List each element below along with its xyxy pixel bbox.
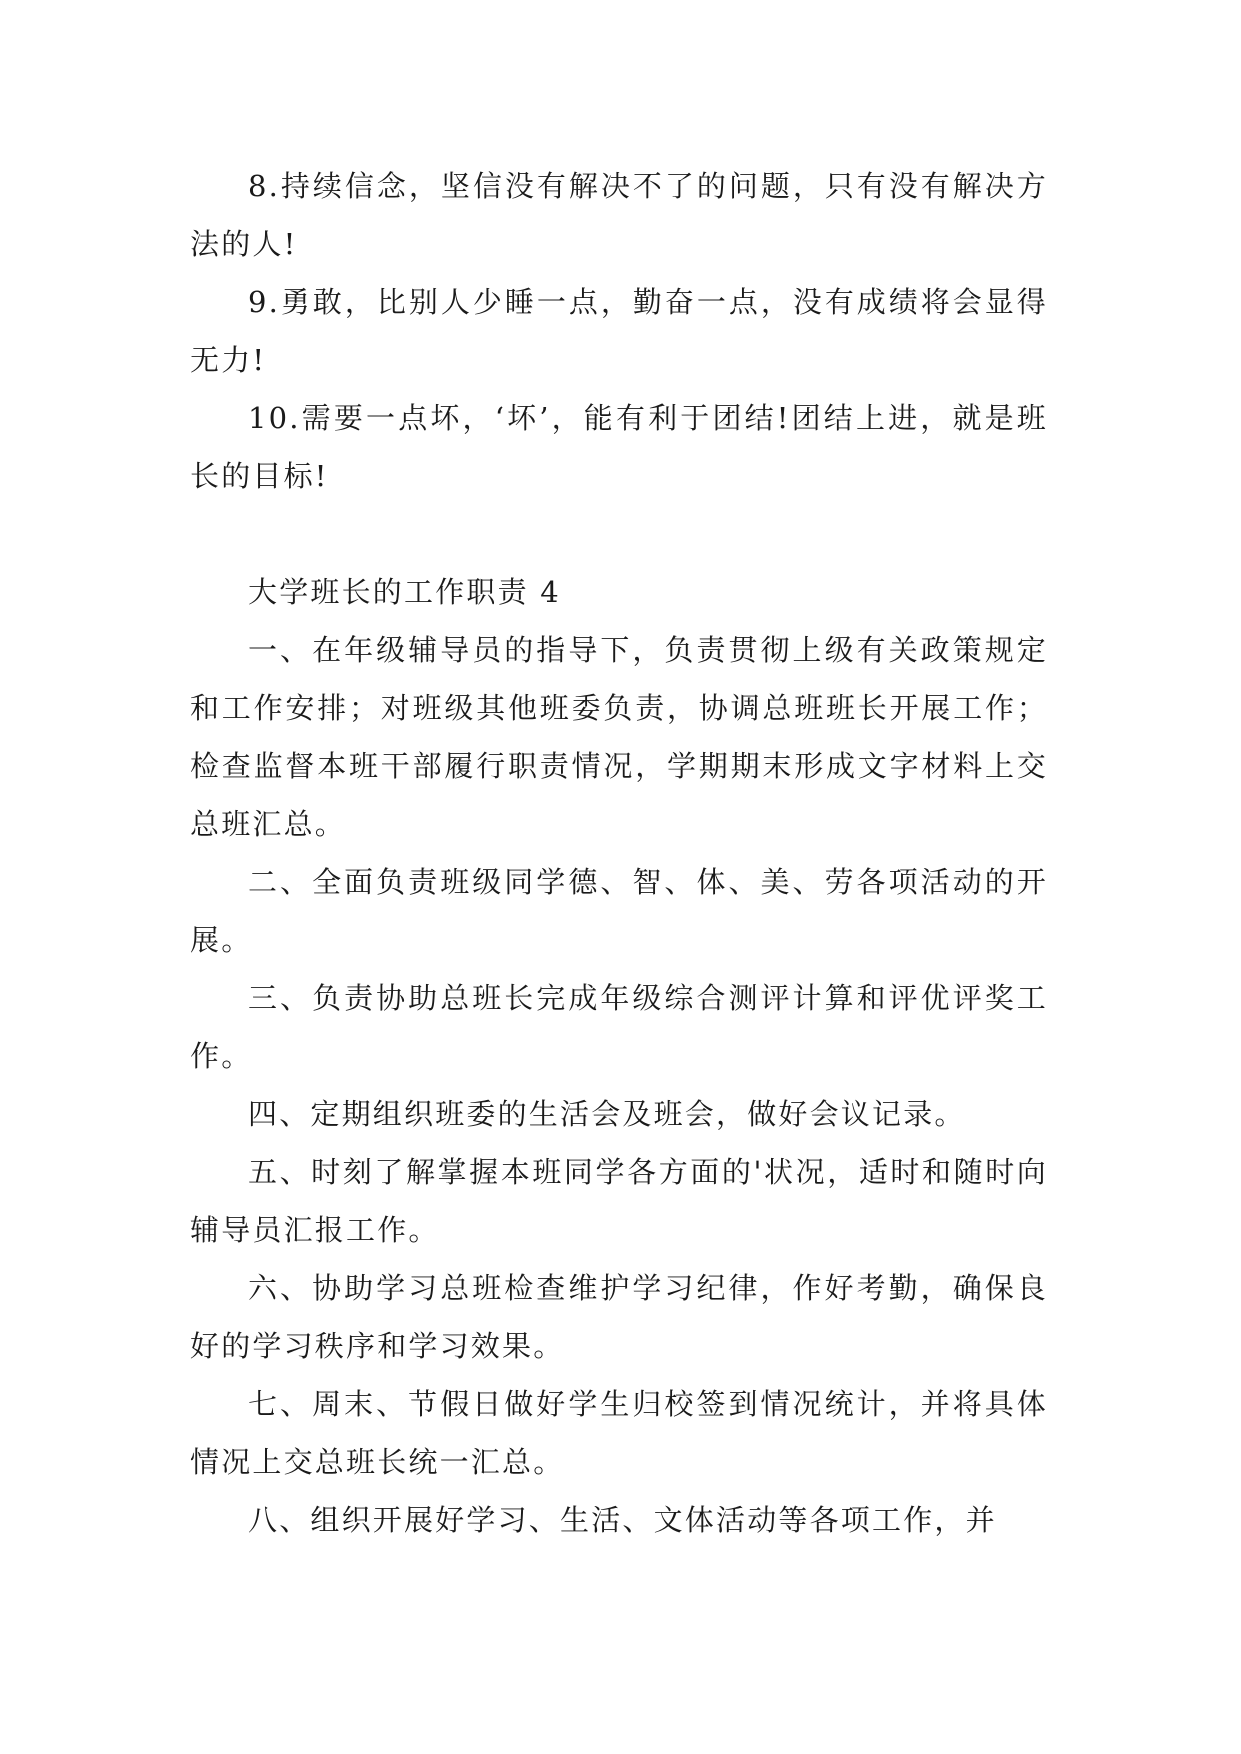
list-item: 9.勇敢，比别人少睡一点，勤奋一点，没有成绩将会显得无力! bbox=[190, 285, 1048, 377]
list-item: 四、定期组织班委的生活会及班会，做好会议记录。 bbox=[248, 1097, 966, 1131]
list-item: 三、负责协助总班长完成年级综合测评计算和评优评奖工作。 bbox=[190, 981, 1048, 1073]
list-item: 二、全面负责班级同学德、智、体、美、劳各项活动的开展。 bbox=[190, 865, 1048, 957]
list-item: 8.持续信念，坚信没有解决不了的问题，只有没有解决方法的人! bbox=[190, 169, 1048, 261]
list-item: 10.需要一点坏，‘坏’，能有利于团结!团结上进，就是班长的目标! bbox=[190, 401, 1048, 493]
list-item: 六、协助学习总班检查维护学习纪律，作好考勤，确保良好的学习秩序和学习效果。 bbox=[190, 1271, 1048, 1363]
list-item: 五、时刻了解掌握本班同学各方面的'状况，适时和随时向辅导员汇报工作。 bbox=[190, 1155, 1048, 1247]
list-item: 七、周末、节假日做好学生归校签到情况统计，并将具体情况上交总班长统一汇总。 bbox=[190, 1387, 1048, 1479]
document-body bbox=[190, 157, 1048, 1549]
list-item: 一、在年级辅导员的指导下，负责贯彻上级有关政策规定和工作安排；对班级其他班委负责，协调总班班长开展工作；检查监督本班干部履行职责情况，学期期末形成文字材料上交总班汇总。 bbox=[190, 633, 1048, 841]
section-title: 大学班长的工作职责 4 bbox=[248, 575, 561, 609]
list-item: 八、组织开展好学习、生活、文体活动等各项工作，并 bbox=[248, 1503, 997, 1537]
